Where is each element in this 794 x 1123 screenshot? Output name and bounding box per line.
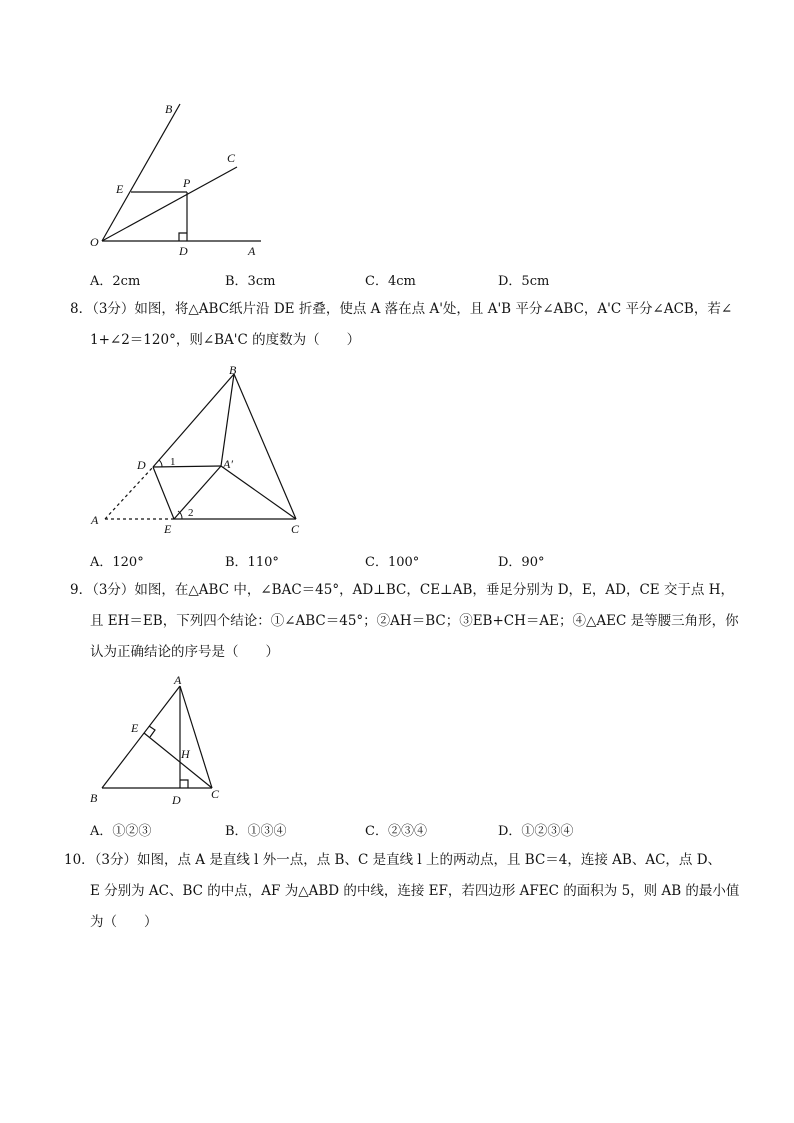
label-e: E [131,721,139,735]
side-ab [102,686,180,788]
q9-option-d[interactable]: D．①②③④ [498,824,574,839]
q10-line-2: E 分别为 AC、BC 的中点，AF 为△ABD 的中线，连接 EF，若四边形 AFEC 的面积为 5，则 AB 的最小值 [90,883,740,899]
label-a: A [174,673,182,687]
label-c: C [211,787,220,801]
q10-question [64,845,740,938]
altitude-ce [144,733,212,788]
q9-line-2: 且 EH＝EB，下列四个结论：①∠ABC＝45°；②AH＝BC；③EB+CH＝AE；④△AEC 是等腰三角形，你 [90,613,739,629]
fold-de [153,467,174,519]
q9-figure [85,672,235,812]
label-e: E [116,182,124,196]
label-o: O [90,235,99,249]
label-b: B [165,102,173,116]
side-ac [180,686,212,788]
seg-ba1 [221,374,234,466]
right-angle-d [180,780,188,788]
right-angle-e [149,726,155,737]
q8-figure [85,362,315,540]
label-c: C [291,522,300,536]
label-2: 2 [188,507,194,519]
label-c: C [227,151,236,165]
q9-option-a[interactable]: A．①②③ [90,824,152,839]
right-angle-mark [179,233,187,241]
q9-option-b[interactable]: B．①③④ [225,824,287,839]
label-a: A [248,244,256,258]
dashed-ad [105,467,153,519]
q9-line-3: 认为正确结论的序号是（ ） [90,644,279,660]
angle-1-arc [159,460,162,467]
q9-option-c[interactable]: C．②③④ [365,824,427,839]
label-d: D [137,458,146,472]
label-b: B [90,791,98,805]
q7-option-c[interactable]: C．4cm [365,274,416,289]
seg-da1 [153,466,221,467]
side-db [153,374,234,467]
q7-option-d[interactable]: D．5cm [498,274,550,289]
q7-option-a[interactable]: A．2cm [90,274,141,289]
q8-line-1: 8．（3分）如图，将△ABC纸片沿 DE 折叠，使点 A 落在点 A'处，且 A'B 平分∠ABC，A'C 平分∠ACB，若∠ [70,301,733,317]
label-d: D [179,244,188,258]
q8-option-c[interactable]: C．100° [365,555,420,570]
label-e: E [164,522,172,536]
q9-line-1: 9．（3分）如图，在△ABC 中，∠BAC＝45°，AD⊥BC，CE⊥AB，垂足分别为 D，E，AD，CE 交于点 H， [70,582,734,598]
label-a-prime: A′ [223,457,233,471]
q8-question [70,294,733,356]
q8-option-a[interactable]: A．120° [90,555,144,570]
ray-ob [102,104,180,241]
label-d: D [172,793,181,807]
angle-2-arc [178,511,182,519]
q7-option-b[interactable]: B．3cm [225,274,276,289]
q10-line-3: 为（ ） [90,914,158,930]
label-b: B [229,363,237,377]
label-a: A [91,513,99,527]
label-1: 1 [170,456,176,468]
label-p: P [183,176,191,190]
q10-line-1: 10．（3分）如图，点 A 是直线 l 外一点，点 B、C 是直线 l 上的两动点，且 BC＝4，连接 AB、AC，点 D、 [64,852,722,868]
q8-option-b[interactable]: B．110° [225,555,279,570]
label-h: H [181,747,190,761]
seg-ea1 [174,466,221,519]
q8-option-d[interactable]: D．90° [498,555,545,570]
ray-oc [102,167,237,241]
q7-figure [85,95,275,260]
q9-question [70,575,739,668]
q8-line-2: 1+∠2＝120°，则∠BA'C 的度数为（ ） [90,332,361,348]
